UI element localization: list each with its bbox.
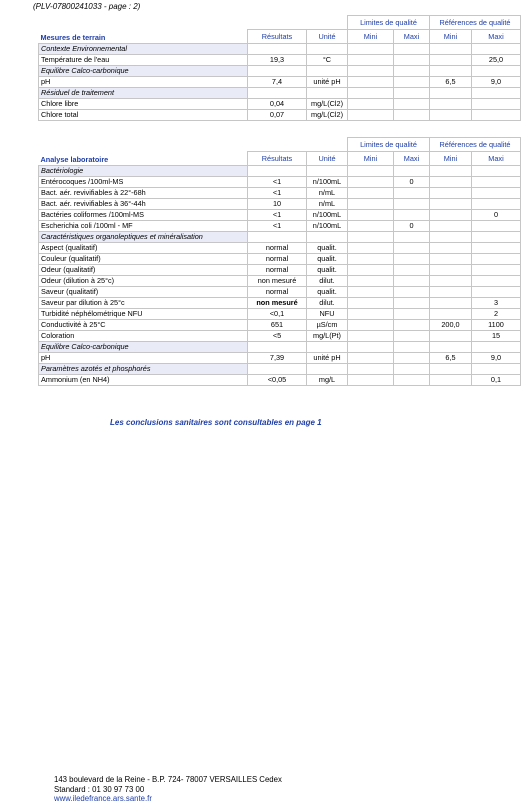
section-filler-cell <box>307 232 348 243</box>
row-lim-min <box>348 320 394 331</box>
section-filler-cell <box>472 232 521 243</box>
row-result: 7,39 <box>248 353 307 364</box>
row-unit: unité pH <box>307 353 348 364</box>
col-lim-mini: Mini <box>348 30 394 44</box>
section-header-row <box>39 88 521 99</box>
section-title: Analyse laboratoire <box>40 155 109 164</box>
col-ref-maxi: Maxi <box>472 152 521 166</box>
col-lim-mini: Mini <box>348 152 394 166</box>
section-filler-cell <box>307 66 348 77</box>
section-filler-cell <box>472 44 521 55</box>
table-row <box>39 199 521 210</box>
section-name: Caractéristiques organoleptiques et minéralisation <box>39 232 248 243</box>
row-ref-max: 25,0 <box>472 55 521 66</box>
row-ref-max <box>472 254 521 265</box>
row-lim-min <box>348 177 394 188</box>
section-filler-cell <box>472 66 521 77</box>
row-unit: dilut. <box>307 298 348 309</box>
row-result: <1 <box>248 210 307 221</box>
row-ref-min: 200,0 <box>430 320 472 331</box>
row-label: Chlore libre <box>39 99 248 110</box>
section-filler-cell <box>307 44 348 55</box>
row-label: Turbidité néphélométrique NFU <box>39 309 248 320</box>
row-unit: qualit. <box>307 254 348 265</box>
row-ref-max <box>472 188 521 199</box>
row-ref-min <box>430 331 472 342</box>
row-ref-min <box>430 287 472 298</box>
section-filler-cell <box>430 88 472 99</box>
row-ref-min <box>430 210 472 221</box>
row-lim-min <box>348 188 394 199</box>
row-ref-min <box>430 110 472 121</box>
row-label: Odeur (dilution à 25°c) <box>39 276 248 287</box>
section-header-row <box>39 66 521 77</box>
row-lim-min <box>348 99 394 110</box>
table-row <box>39 99 521 110</box>
table-row <box>39 375 521 386</box>
section-title: Mesures de terrain <box>40 33 106 42</box>
col-ref-mini: Mini <box>430 152 472 166</box>
row-label: Chlore total <box>39 110 248 121</box>
table-row <box>39 353 521 364</box>
section-name: Equilibre Calco-carbonique <box>39 66 248 77</box>
row-lim-max <box>394 265 430 276</box>
table-row <box>39 110 521 121</box>
row-ref-min: 6,5 <box>430 77 472 88</box>
row-unit: mg/L(Pt) <box>307 331 348 342</box>
row-lim-max <box>394 331 430 342</box>
section-header-row <box>39 342 521 353</box>
footer-phone: Standard : 01 30 97 73 00 <box>54 784 145 794</box>
row-lim-min <box>348 254 394 265</box>
row-lim-max <box>394 309 430 320</box>
row-ref-min <box>430 276 472 287</box>
row-lim-max <box>394 276 430 287</box>
labo-table <box>38 137 521 386</box>
row-lim-min <box>348 331 394 342</box>
row-ref-max <box>472 110 521 121</box>
row-ref-max <box>472 177 521 188</box>
section-filler-cell <box>430 232 472 243</box>
section-filler-cell <box>348 88 394 99</box>
table-row <box>39 298 521 309</box>
row-result: normal <box>248 243 307 254</box>
row-result: <1 <box>248 188 307 199</box>
row-lim-min <box>348 243 394 254</box>
section-filler-cell <box>430 364 472 375</box>
row-lim-min <box>348 287 394 298</box>
row-lim-min <box>348 265 394 276</box>
row-lim-max <box>394 254 430 265</box>
section-filler-cell <box>248 166 307 177</box>
table-row <box>39 177 521 188</box>
row-result: normal <box>248 254 307 265</box>
row-unit: NFU <box>307 309 348 320</box>
row-label: Bact. aér. revivifiables à 36°-44h <box>39 199 248 210</box>
section-filler-cell <box>430 166 472 177</box>
row-result: <0,1 <box>248 309 307 320</box>
row-unit: qualit. <box>307 243 348 254</box>
row-ref-min: 6,5 <box>430 353 472 364</box>
row-unit: n/100mL <box>307 221 348 232</box>
row-unit: mg/L <box>307 375 348 386</box>
row-ref-min <box>430 55 472 66</box>
table-row <box>39 210 521 221</box>
section-filler-cell <box>348 66 394 77</box>
row-lim-max <box>394 375 430 386</box>
page-reference: (PLV-07800241033 - page : 2) <box>33 2 141 11</box>
row-ref-min <box>430 298 472 309</box>
row-result: normal <box>248 287 307 298</box>
row-unit: n/mL <box>307 199 348 210</box>
table-row <box>39 320 521 331</box>
table-row <box>39 287 521 298</box>
row-result: 651 <box>248 320 307 331</box>
section-header-row <box>39 44 521 55</box>
row-ref-max: 9,0 <box>472 77 521 88</box>
section-header-row <box>39 364 521 375</box>
table-row <box>39 188 521 199</box>
row-unit: qualit. <box>307 287 348 298</box>
row-unit: µS/cm <box>307 320 348 331</box>
row-ref-min <box>430 309 472 320</box>
row-lim-min <box>348 298 394 309</box>
row-ref-min <box>430 99 472 110</box>
col-ref-maxi: Maxi <box>472 30 521 44</box>
row-ref-min <box>430 265 472 276</box>
row-result: 0,07 <box>248 110 307 121</box>
section-filler-cell <box>394 88 430 99</box>
section-filler-cell <box>394 342 430 353</box>
section-filler-cell <box>248 364 307 375</box>
row-label: Saveur par dilution à 25°c <box>39 298 248 309</box>
col-unite: Unité <box>307 152 348 166</box>
table-row <box>39 254 521 265</box>
section-filler-cell <box>248 44 307 55</box>
row-ref-min <box>430 177 472 188</box>
row-ref-min <box>430 243 472 254</box>
col-ref-mini: Mini <box>430 30 472 44</box>
row-unit: unité pH <box>307 77 348 88</box>
section-filler-cell <box>348 166 394 177</box>
row-lim-max <box>394 110 430 121</box>
section-filler-cell <box>307 342 348 353</box>
section-filler-cell <box>430 342 472 353</box>
row-unit: dilut. <box>307 276 348 287</box>
table-row <box>39 55 521 66</box>
row-unit: n/mL <box>307 188 348 199</box>
row-lim-min <box>348 309 394 320</box>
row-ref-min <box>430 375 472 386</box>
row-result: non mesuré <box>248 298 307 309</box>
row-result: <1 <box>248 177 307 188</box>
row-label: Ammonium (en NH4) <box>39 375 248 386</box>
row-ref-max: 0 <box>472 210 521 221</box>
row-label: Bact. aér. revivifiables à 22°-68h <box>39 188 248 199</box>
row-ref-min <box>430 221 472 232</box>
col-lim-maxi: Maxi <box>394 152 430 166</box>
terrain-table <box>38 15 521 121</box>
references-header: Références de qualité <box>430 16 521 30</box>
row-ref-max: 1100 <box>472 320 521 331</box>
row-lim-max <box>394 199 430 210</box>
row-ref-max: 3 <box>472 298 521 309</box>
row-result: <0,05 <box>248 375 307 386</box>
col-resultats: Résultats <box>248 30 307 44</box>
row-ref-max: 15 <box>472 331 521 342</box>
row-lim-min <box>348 77 394 88</box>
row-result: normal <box>248 265 307 276</box>
table-row <box>39 331 521 342</box>
section-filler-cell <box>307 364 348 375</box>
section-filler-cell <box>248 232 307 243</box>
row-ref-min <box>430 199 472 210</box>
footer-website-link[interactable]: www.iledefrance.ars.sante.fr <box>54 794 152 803</box>
row-label: Conductivité à 25°C <box>39 320 248 331</box>
table-row <box>39 276 521 287</box>
row-ref-min <box>430 188 472 199</box>
row-lim-max <box>394 77 430 88</box>
section-filler-cell <box>348 232 394 243</box>
row-result: 0,04 <box>248 99 307 110</box>
section-name: Contexte Environnemental <box>39 44 248 55</box>
row-ref-max: 2 <box>472 309 521 320</box>
row-ref-max: 9,0 <box>472 353 521 364</box>
row-label: Saveur (qualitatif) <box>39 287 248 298</box>
row-label: Escherichia coli /100ml - MF <box>39 221 248 232</box>
section-filler-cell <box>348 342 394 353</box>
section-filler-cell <box>248 342 307 353</box>
section-filler-cell <box>348 44 394 55</box>
row-label: Odeur (qualitatif) <box>39 265 248 276</box>
section-filler-cell <box>472 342 521 353</box>
row-lim-max <box>394 320 430 331</box>
section-filler-cell <box>430 66 472 77</box>
row-lim-max <box>394 287 430 298</box>
row-label: Température de l'eau <box>39 55 248 66</box>
section-header-row <box>39 166 521 177</box>
row-ref-min <box>430 254 472 265</box>
section-filler-cell <box>394 232 430 243</box>
row-result: <1 <box>248 221 307 232</box>
section-filler-cell <box>394 166 430 177</box>
row-lim-min <box>348 375 394 386</box>
section-filler-cell <box>394 66 430 77</box>
row-result: non mesuré <box>248 276 307 287</box>
footer-address: 143 boulevard de la Reine - B.P. 724- 78007 VERSAILLES Cedex <box>54 775 282 784</box>
row-lim-min <box>348 353 394 364</box>
section-filler-cell <box>348 364 394 375</box>
row-label: Aspect (qualitatif) <box>39 243 248 254</box>
row-unit: mg/L(Cl2) <box>307 110 348 121</box>
section-filler-cell <box>472 88 521 99</box>
row-lim-min <box>348 221 394 232</box>
row-lim-max <box>394 243 430 254</box>
row-unit: qualit. <box>307 265 348 276</box>
table-row <box>39 309 521 320</box>
conclusion-note: Les conclusions sanitaires sont consultables en page 1 <box>110 418 322 427</box>
row-result: 7,4 <box>248 77 307 88</box>
section-name: Bactériologie <box>39 166 248 177</box>
table-row <box>39 265 521 276</box>
row-unit: °C <box>307 55 348 66</box>
section-filler-cell <box>472 166 521 177</box>
section-filler-cell <box>248 66 307 77</box>
row-unit: n/100mL <box>307 177 348 188</box>
row-lim-min <box>348 55 394 66</box>
row-lim-max <box>394 188 430 199</box>
row-lim-max <box>394 298 430 309</box>
row-lim-max: 0 <box>394 177 430 188</box>
row-lim-max <box>394 210 430 221</box>
row-ref-max <box>472 265 521 276</box>
row-label: Couleur (qualitatif) <box>39 254 248 265</box>
col-unite: Unité <box>307 30 348 44</box>
row-lim-max <box>394 55 430 66</box>
row-ref-max <box>472 287 521 298</box>
section-name: Equilibre Calco-carbonique <box>39 342 248 353</box>
row-label: Entérocoques /100ml-MS <box>39 177 248 188</box>
row-result: <5 <box>248 331 307 342</box>
row-lim-min <box>348 110 394 121</box>
row-ref-max <box>472 276 521 287</box>
table-row <box>39 77 521 88</box>
row-ref-max: 0,1 <box>472 375 521 386</box>
row-lim-max <box>394 99 430 110</box>
row-unit: mg/L(Cl2) <box>307 99 348 110</box>
section-filler-cell <box>307 88 348 99</box>
row-result: 19,3 <box>248 55 307 66</box>
section-filler-cell <box>248 88 307 99</box>
row-ref-max <box>472 221 521 232</box>
row-label: pH <box>39 353 248 364</box>
row-label: Coloration <box>39 331 248 342</box>
row-lim-min <box>348 210 394 221</box>
section-name: Paramètres azotés et phosphorés <box>39 364 248 375</box>
section-filler-cell <box>430 44 472 55</box>
col-lim-maxi: Maxi <box>394 30 430 44</box>
section-filler-cell <box>394 364 430 375</box>
row-label: Bactéries coliformes /100ml-MS <box>39 210 248 221</box>
row-ref-max <box>472 99 521 110</box>
table-row <box>39 243 521 254</box>
section-header-row <box>39 232 521 243</box>
row-lim-max <box>394 353 430 364</box>
row-ref-max <box>472 199 521 210</box>
col-resultats: Résultats <box>248 152 307 166</box>
row-lim-min <box>348 276 394 287</box>
row-unit: n/100mL <box>307 210 348 221</box>
row-result: 10 <box>248 199 307 210</box>
section-filler-cell <box>394 44 430 55</box>
row-lim-max: 0 <box>394 221 430 232</box>
limites-header: Limites de qualité <box>348 16 430 30</box>
footer <box>54 775 282 804</box>
row-ref-max <box>472 243 521 254</box>
section-name: Résiduel de traitement <box>39 88 248 99</box>
references-header: Références de qualité <box>430 138 521 152</box>
row-label: pH <box>39 77 248 88</box>
section-filler-cell <box>472 364 521 375</box>
section-filler-cell <box>307 166 348 177</box>
table-row <box>39 221 521 232</box>
limites-header: Limites de qualité <box>348 138 430 152</box>
row-lim-min <box>348 199 394 210</box>
